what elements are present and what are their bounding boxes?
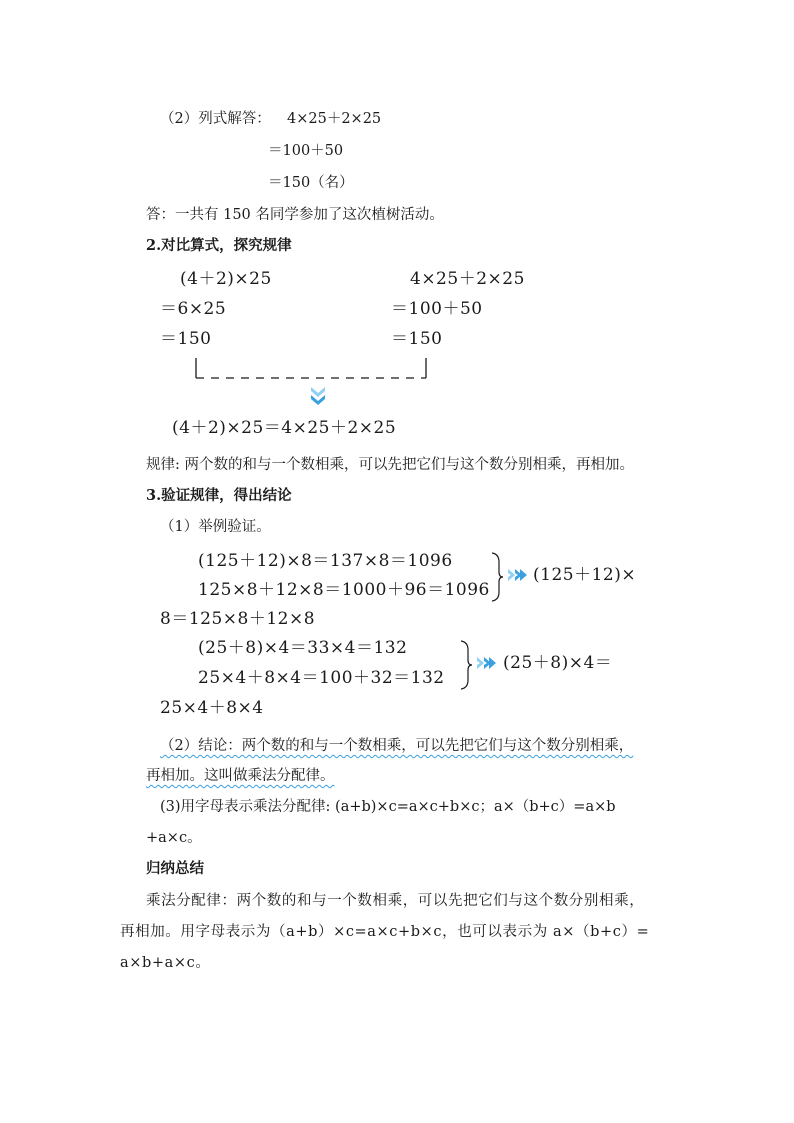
example1-result-b: 8＝125×8＋12×8	[160, 609, 316, 629]
example1-result-a: (125＋12)×	[533, 565, 637, 585]
example2-brace	[459, 640, 473, 690]
left-calc-line3: ＝150	[160, 329, 212, 349]
combined-equation: (4＋2)×25＝4×25＋2×25	[172, 418, 397, 438]
example2-result-b: 25×4＋8×4	[160, 698, 264, 718]
right-calc-line2: ＝100＋50	[391, 299, 483, 319]
left-calc-line1: (4＋2)×25	[180, 269, 272, 289]
section2-heading: 2.对比算式，探究规律	[146, 237, 292, 254]
letters-line1: (3)用字母表示乘法分配律: (a+b)×c=a×c+b×c；a×（b+c）=a×b	[160, 799, 616, 815]
conclusion-line1: （2）结论：两个数的和与一个数相乘，可以先把它们与这个数分别相乘，	[160, 738, 634, 754]
right-calc-line3: ＝150	[391, 329, 443, 349]
part2-step2: ＝150（名）	[268, 175, 354, 191]
summary-line2: 再相加。用字母表示为（a+b）×c=a×c+b×c，也可以表示为 a×（b+c）=	[120, 924, 650, 940]
double-chevron-right-icon	[507, 568, 529, 582]
example1-brace	[490, 552, 504, 602]
example2-line1: (25＋8)×4＝33×4＝132	[198, 638, 408, 658]
part2-expression: 4×25＋2×25	[287, 111, 382, 127]
part2-label: （2）列式解答：	[160, 111, 271, 127]
summary-line3: a×b+a×c。	[120, 955, 211, 971]
double-chevron-right-icon	[476, 656, 498, 670]
example1-line2: 125×8＋12×8＝1000＋96＝1096	[198, 580, 490, 600]
example1-line1: (125＋12)×8＝137×8＝1096	[198, 551, 453, 571]
example2-result-a: (25＋8)×4＝	[503, 653, 613, 673]
rule-text: 规律: 两个数的和与一个数相乘，可以先把它们与这个数分别相乘，再相加。	[146, 457, 634, 473]
example2-line2: 25×4＋8×4＝100＋32＝132	[198, 668, 445, 688]
part2-step1: ＝100＋50	[268, 143, 344, 159]
right-calc-line1: 4×25＋2×25	[410, 269, 525, 289]
compare-bracket	[194, 358, 430, 382]
example-label: （1）举例验证。	[160, 519, 271, 535]
summary-heading: 归纳总结	[146, 860, 204, 877]
summary-line1: 乘法分配律：两个数的和与一个数相乘，可以先把它们与这个数分别相乘，	[146, 893, 645, 909]
conclusion-line2: 再相加。这叫做乘法分配律。	[146, 768, 335, 784]
left-calc-line2: ＝6×25	[160, 299, 227, 319]
letters-line2: +a×c。	[146, 830, 202, 846]
down-arrow-icon	[309, 386, 327, 412]
section3-heading: 3.验证规律，得出结论	[146, 487, 292, 504]
part2-answer: 答：一共有 150 名同学参加了这次植树活动。	[146, 207, 444, 223]
